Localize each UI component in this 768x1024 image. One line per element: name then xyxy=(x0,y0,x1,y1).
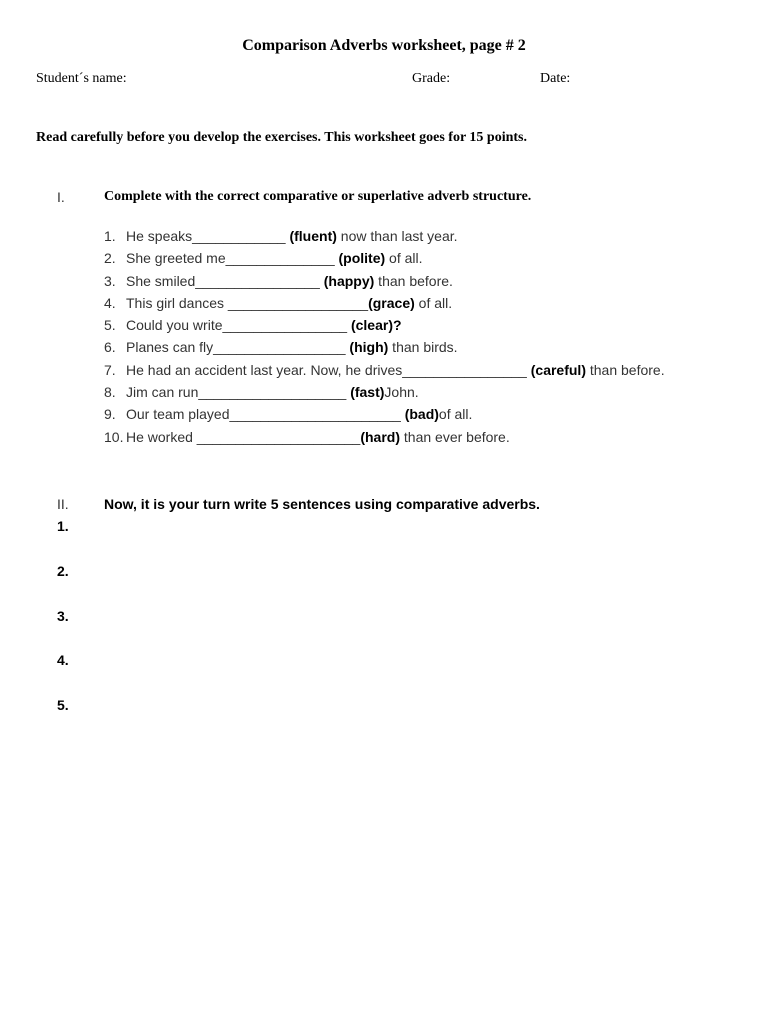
item-suffix: than ever before. xyxy=(400,428,510,445)
item-hint: (careful) xyxy=(530,361,586,378)
item-hint: (hard) xyxy=(360,428,400,445)
section-1-title: Complete with the correct comparative or superlative adverb structure. xyxy=(104,189,532,204)
item-suffix: of all. xyxy=(385,250,423,267)
item-number: 5. xyxy=(104,317,116,334)
item-prefix: He speaks____________ xyxy=(126,228,290,244)
section-2-number: II. xyxy=(57,496,69,512)
exercise-item xyxy=(104,337,665,359)
page-title: Comparison Adverbs worksheet, page # 2 xyxy=(242,37,526,54)
item-prefix: This girl dances __________________ xyxy=(126,294,369,311)
exercise-item xyxy=(104,248,665,270)
date-label: Date: xyxy=(540,71,571,86)
answer-line-3: 3. xyxy=(57,608,69,624)
exercise-item xyxy=(104,271,665,293)
answer-line-5: 5. xyxy=(57,697,69,713)
item-suffix: than before. xyxy=(374,272,453,289)
exercise-item xyxy=(104,360,665,382)
exercise-item xyxy=(104,226,665,248)
item-number: 1. xyxy=(104,228,116,244)
exercise-item xyxy=(104,293,665,315)
item-hint: (bad) xyxy=(404,406,439,423)
item-number: 2. xyxy=(104,250,116,267)
item-prefix: She smiled________________ xyxy=(126,272,324,289)
exercise-list xyxy=(104,226,665,449)
exercise-item xyxy=(104,427,665,449)
item-prefix: Jim can run___________________ xyxy=(126,384,351,401)
item-prefix: Our team played______________________ xyxy=(126,406,405,423)
item-hint: (happy) xyxy=(323,272,375,289)
item-number: 4. xyxy=(104,294,116,311)
item-number: 8. xyxy=(104,384,116,401)
item-hint: (grace) xyxy=(368,294,415,311)
item-hint: (high) xyxy=(349,339,389,356)
exercise-item xyxy=(104,404,665,426)
answer-line-2: 2. xyxy=(57,563,69,579)
instructions: Read carefully before you develop the exercises. This worksheet goes for 15 points. xyxy=(36,130,528,145)
exercise-item xyxy=(104,382,665,404)
item-number: 3. xyxy=(104,272,116,289)
answer-line-1: 1. xyxy=(57,518,69,534)
item-prefix: He had an accident last year. Now, he drives________________ xyxy=(126,361,531,378)
answer-line-4: 4. xyxy=(57,652,69,668)
item-number: 9. xyxy=(104,406,116,423)
item-prefix: He worked _____________________ xyxy=(126,428,361,445)
student-name-label: Student´s name: xyxy=(36,71,127,86)
item-prefix: She greeted me______________ xyxy=(126,250,339,267)
item-suffix: now than last year. xyxy=(336,228,458,244)
item-suffix: than before. xyxy=(585,361,665,378)
item-number: 10. xyxy=(104,428,124,445)
item-number: 7. xyxy=(104,361,116,378)
item-suffix: John. xyxy=(384,384,419,401)
item-prefix: Could you write________________ xyxy=(126,317,351,334)
item-suffix: than birds. xyxy=(388,339,458,356)
section-2-title: Now, it is your turn write 5 sentences using comparative adverbs. xyxy=(104,496,540,512)
item-prefix: Planes can fly_________________ xyxy=(126,339,350,356)
item-suffix: of all. xyxy=(414,294,453,311)
item-hint: (fast) xyxy=(350,384,385,401)
grade-label: Grade: xyxy=(412,71,451,86)
section-1-number: I. xyxy=(57,189,65,205)
item-hint: (clear)? xyxy=(350,317,402,334)
item-suffix: of all. xyxy=(438,406,473,423)
exercise-item xyxy=(104,315,665,337)
item-hint: (polite) xyxy=(338,250,386,267)
item-number: 6. xyxy=(104,339,116,356)
item-hint: (fluent) xyxy=(289,228,337,244)
